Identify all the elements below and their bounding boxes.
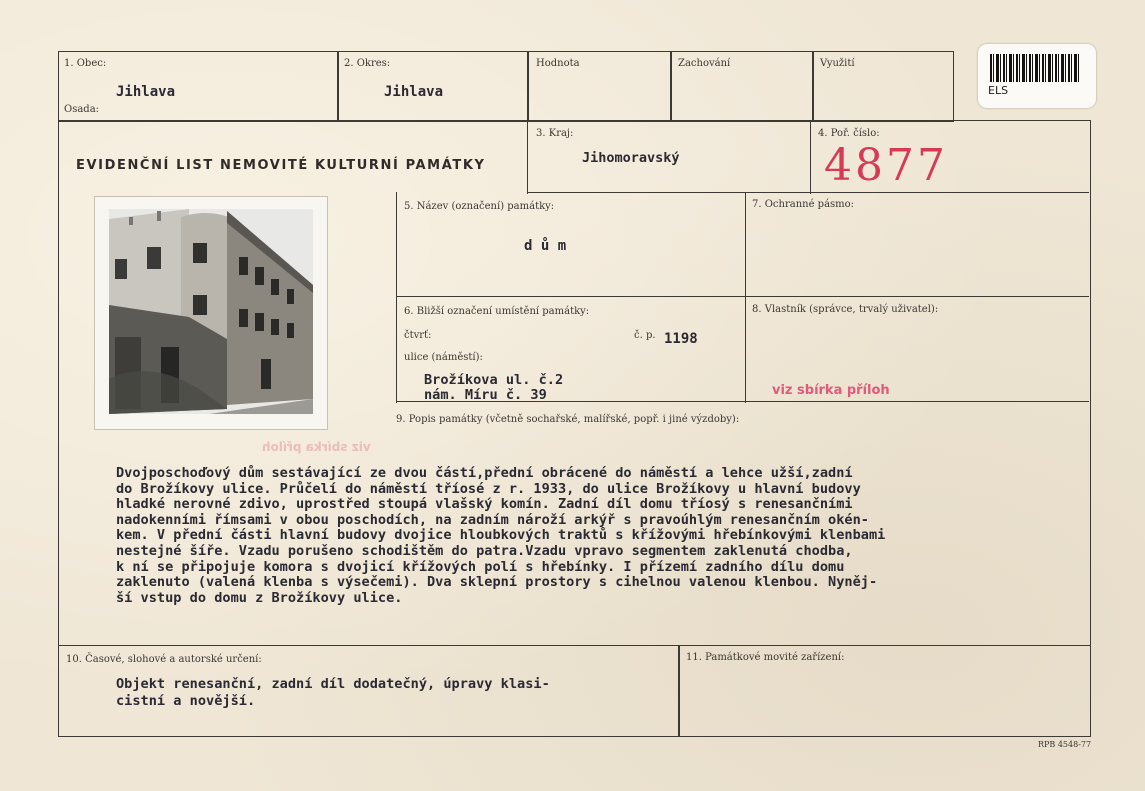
popis-label: 9. Popis památky (včetně sochařské, malířské, popř. i jiné výzdoby):: [396, 414, 740, 425]
nazev-label: 5. Název (označení) památky:: [404, 201, 555, 212]
ulice-line2: nám. Míru č. 39: [424, 387, 547, 403]
stamp-show-through: viz sbírka příloh: [262, 440, 371, 454]
barcode-sticker: [978, 44, 1096, 108]
urceni-label: 10. Časové, slohové a autorské určení:: [66, 654, 262, 665]
por-cislo-value: 4877: [824, 140, 948, 191]
vlastnik-stamp: viz sbírka příloh: [772, 383, 890, 398]
okres-label: 2. Okres:: [344, 58, 391, 69]
form-title: EVIDENČNÍ LIST NEMOVITÉ KULTURNÍ PAMÁTKY: [76, 158, 486, 173]
ctvrt-label: čtvrť:: [404, 330, 432, 341]
por-cislo-label: 4. Poř. číslo:: [818, 128, 880, 139]
footer-code: RPB 4548-77: [1038, 740, 1092, 749]
building-photo: [94, 196, 328, 430]
ulice-line1: Brožíkova ul. č.2: [424, 372, 564, 388]
obec-label: 1. Obec:: [64, 58, 107, 69]
osada-label: Osada:: [64, 104, 100, 115]
popis-text: Dvojposchoďový dům sestávající ze dvou částí,přední obrácené do náměstí a lehce užší,zadní do Brožíkovy ulice. Průčelí do náměstí tříosé z r. 1933, do ulice Brožíkovy u hlavní budovy hladké nerovné zdivo, uprostřed stoupá vlašský komín. Zadní díl domu tříosý s renesančními nadokenními římsami v obou poschodích, na zadním nároží arkýř s pravoúhlým renesančním okén- kem. V přední části hlavní budovy dvojice hloubkových traktů s křížovými hřebínkovými klenbami nestejné šíře. Vzadu porušeno schodištěm do patra.Vzadu vpravo segmentem zaklenutá chodba, k ní se připojuje komora s dvojicí křížových polí s hřebínky. I přízemí zadního dílu domu zaklenuto (valená klenba s výsečemi). Dva sklepní prostory s cihelnou valenou klenbou. Nyněj- ší vstup do domu z Brožíkovy ulice.: [116, 465, 886, 606]
ochranne-pasmo-label: 7. Ochranné pásmo:: [752, 199, 855, 210]
hodnota-label: Hodnota: [536, 58, 580, 69]
movite-zarizeni-label: 11. Památkové movité zařízení:: [686, 652, 845, 663]
vyuziti-label: Využití: [820, 58, 855, 69]
building-photo-image: [109, 209, 313, 414]
kraj-value: Jihomoravský: [582, 150, 680, 166]
urceni-text: Objekt renesanční, zadní díl dodatečný, úpravy klasi- cistní a novější.: [116, 676, 550, 709]
umisteni-label: 6. Bližší označení umístění památky:: [404, 306, 590, 317]
vlastnik-label: 8. Vlastník (správce, trvalý uživatel):: [752, 304, 939, 315]
kraj-label: 3. Kraj:: [536, 128, 574, 139]
cp-value: 1198: [664, 331, 698, 347]
obec-value: Jihlava: [116, 84, 176, 100]
sticker-code: ELS: [988, 84, 1009, 97]
barcode-icon: [990, 54, 1080, 82]
nazev-value: d ů m: [524, 238, 567, 254]
ulice-label: ulice (náměstí):: [404, 352, 483, 363]
zachovani-label: Zachování: [678, 58, 731, 69]
cp-label: č. p.: [634, 330, 656, 341]
okres-value: Jihlava: [384, 84, 444, 100]
